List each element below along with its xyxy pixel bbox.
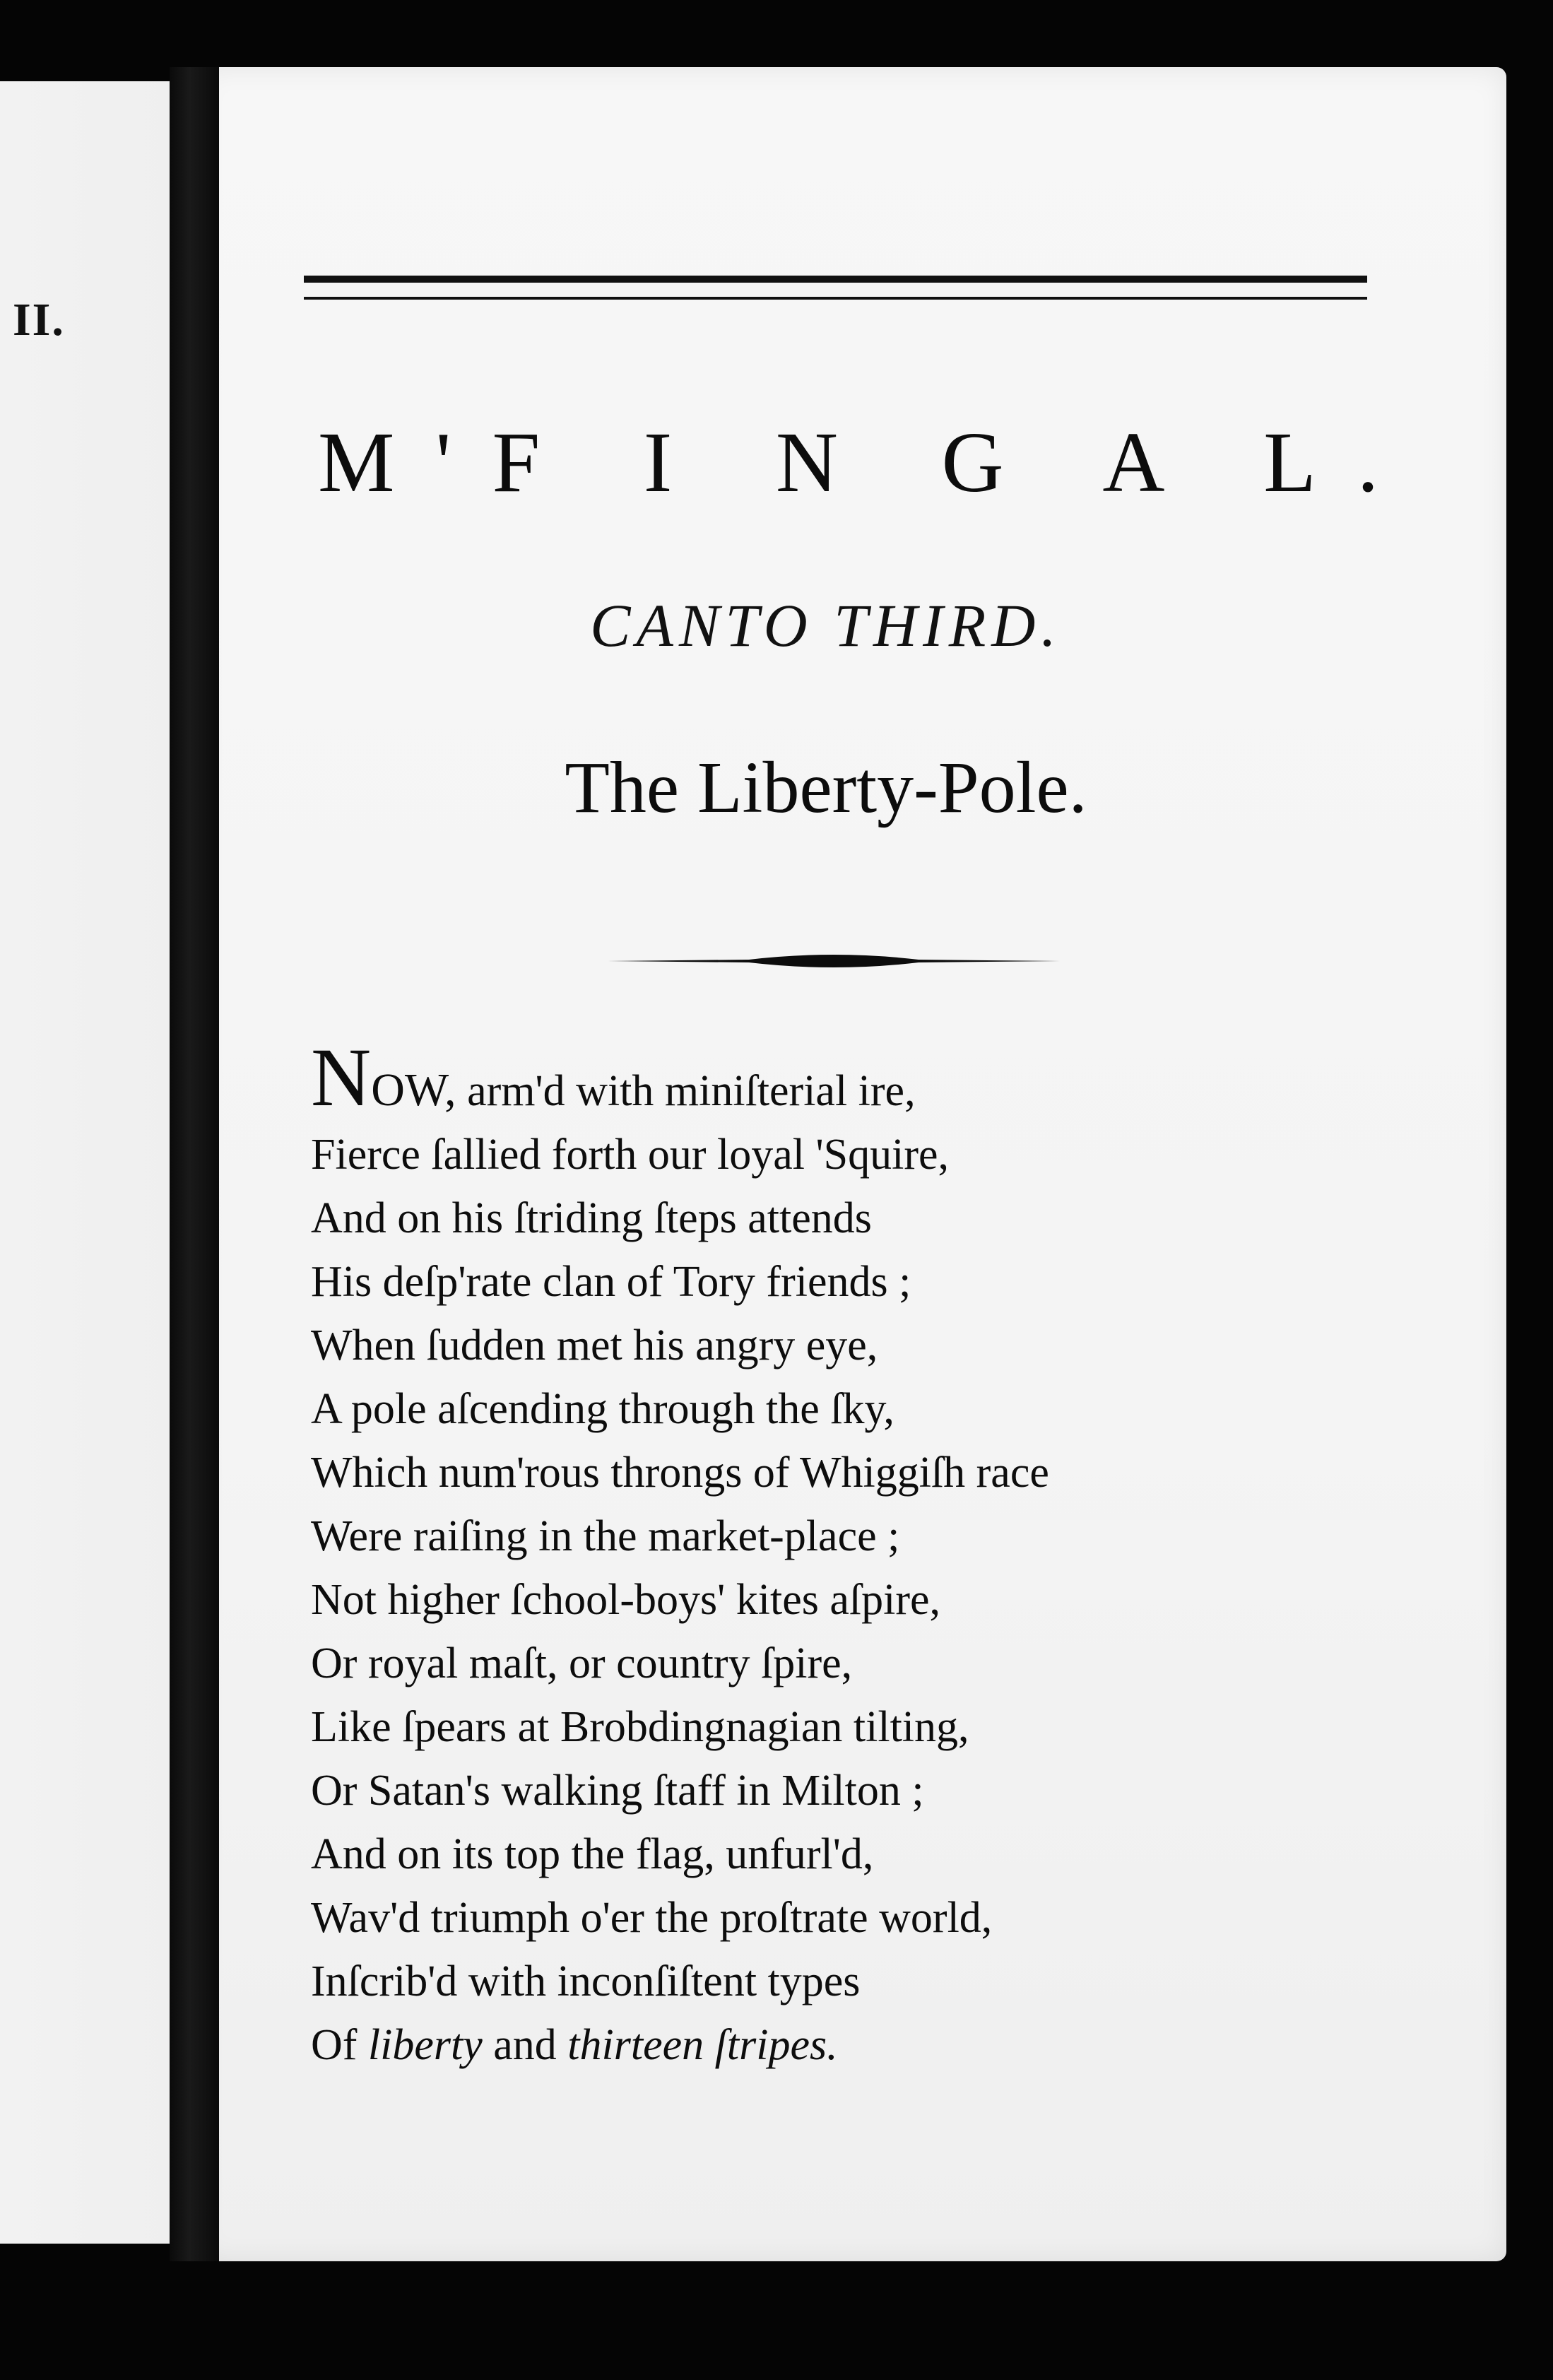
italic-liberty: liberty — [367, 2021, 483, 2069]
first-line-rest: arm'd with miniſterial ire, — [456, 1067, 916, 1115]
last-line-start: Of — [311, 2021, 368, 2069]
book-title: M'F I N G A L. — [318, 415, 1420, 510]
poem-line: A pole aſcending through the ſky, — [311, 1385, 894, 1433]
first-word: OW, — [371, 1064, 456, 1116]
poem-line: His deſp'rate clan of Tory friends ; — [311, 1258, 911, 1306]
header-rule-thin — [304, 297, 1367, 300]
poem-line: Wav'd triumph o'er the proſtrate world, — [311, 1894, 993, 1942]
poem-line: Not higher ſchool-boys' kites aſpire, — [311, 1576, 941, 1624]
poem-line: Fierce ſallied forth our loyal 'Squire, — [311, 1131, 950, 1179]
poem-line — [311, 1031, 1441, 1124]
poem-line: And on its top the flag, unfurl'd, — [311, 1830, 874, 1878]
header-rule-thick — [304, 276, 1367, 283]
poem-line: Like ſpears at Brobdingnagian tilting, — [311, 1703, 969, 1751]
ornamental-rule — [608, 947, 1060, 975]
poem-line: When ſudden met his angry eye, — [311, 1321, 878, 1369]
poem-line: Inſcrib'd with inconſiſtent types — [311, 1957, 861, 2005]
drop-cap: N — [311, 1031, 372, 1124]
poem-line: Were raiſing in the market-place ; — [311, 1512, 900, 1560]
poem-line-last — [311, 2013, 1441, 2077]
section-title: The Liberty-Pole. — [565, 747, 1087, 828]
italic-thirteen-stripes: thirteen ſtripes. — [567, 2021, 838, 2069]
poem-line: Or royal maſt, or country ſpire, — [311, 1639, 853, 1687]
book-gutter — [170, 67, 219, 2261]
poem-line: And on his ſtriding ſteps attends — [311, 1194, 872, 1242]
poem-line: Or Satan's walking ſtaff in Milton ; — [311, 1767, 924, 1815]
previous-page-running-head: II. — [13, 294, 65, 346]
poem-line: Which num'rous throngs of Whiggiſh race — [311, 1449, 1049, 1497]
canto-heading: CANTO THIRD. — [590, 591, 1062, 659]
last-line-and: and — [482, 2021, 568, 2069]
poem-text — [311, 1031, 1441, 2077]
